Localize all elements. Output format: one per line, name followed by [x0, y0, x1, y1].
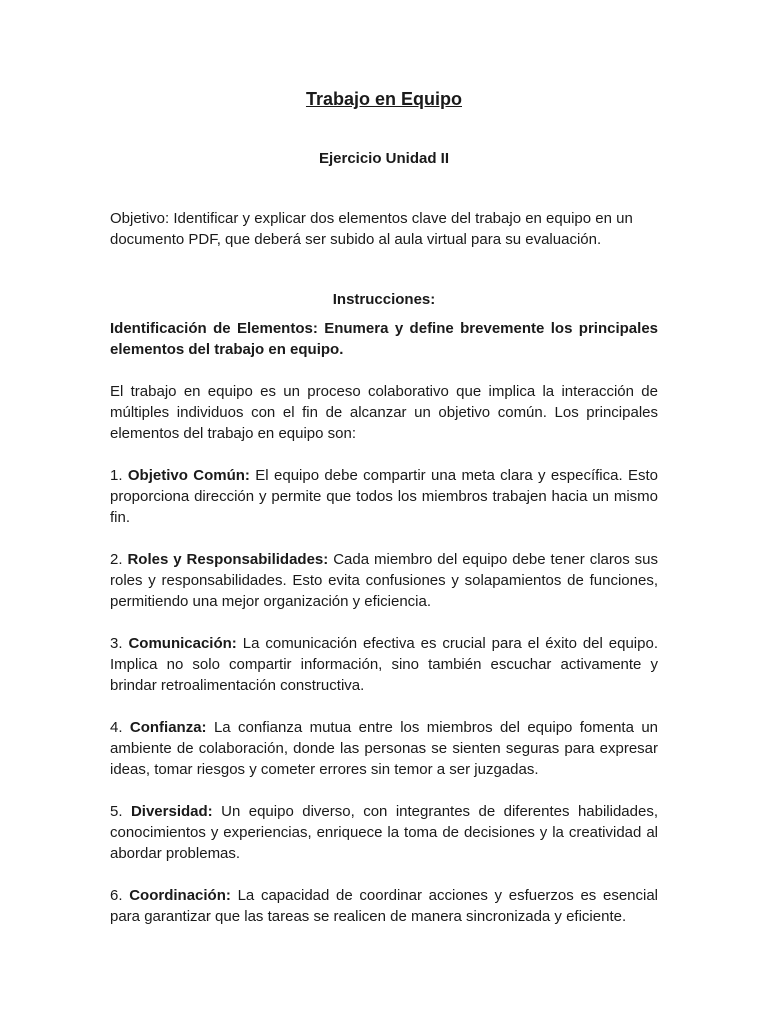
item-term: Coordinación:	[129, 887, 231, 904]
item-term: Diversidad:	[130, 803, 213, 820]
item-number: 2.	[110, 551, 123, 568]
instructions-heading: Instrucciones:	[332, 291, 436, 308]
question-paragraph: Identificación de Elementos: Enumera y define brevemente los principales elementos del trabajo en equipo.	[110, 320, 658, 358]
item-number: 5.	[110, 803, 123, 820]
element-item	[110, 549, 658, 612]
item-text: La confianza mutua entre los miembros del equipo fomenta un ambiente de colaboración, donde las personas se sienten seguras para expresar ideas, tomar riesgos y cometer errores sin temor a ser juzgadas.	[110, 719, 658, 778]
document-subtitle: Ejercicio Unidad II	[318, 150, 450, 167]
item-term: Roles y Responsabilidades:	[127, 551, 329, 568]
item-text: Cada miembro del equipo debe tener claros sus roles y responsabilidades. Esto evita confusiones y solapamientos de funciones, permitiendo una mejor organización y eficiencia.	[110, 551, 658, 610]
item-number: 3.	[110, 635, 123, 652]
element-item	[110, 465, 658, 528]
item-text: La comunicación efectiva es crucial para el éxito del equipo. Implica no solo compartir información, sino también escuchar activamente y brindar retroalimentación constructiva.	[110, 635, 658, 694]
item-term: Confianza:	[129, 719, 207, 736]
item-number: 6.	[110, 887, 123, 904]
element-item	[110, 801, 658, 864]
element-item	[110, 717, 658, 780]
document-title: Trabajo en Equipo	[305, 89, 462, 109]
element-item	[110, 885, 658, 927]
item-text: La capacidad de coordinar acciones y esfuerzos es esencial para garantizar que las tareas se realicen de manera sincronizada y eficiente.	[110, 887, 659, 925]
item-term: Comunicación:	[128, 635, 237, 652]
element-item	[110, 633, 658, 696]
item-number: 1.	[110, 467, 123, 484]
item-number: 4.	[110, 719, 123, 736]
item-term: Objetivo Común:	[127, 467, 250, 484]
item-text: El equipo debe compartir una meta clara y específica. Esto proporciona dirección y permite que todos los miembros trabajen hacia un mismo fin.	[110, 467, 658, 526]
item-text: Un equipo diverso, con integrantes de diferentes habilidades, conocimientos y experiencias, enriquece la toma de decisiones y la creatividad al abordar problemas.	[110, 803, 659, 862]
intro-paragraph: El trabajo en equipo es un proceso colaborativo que implica la interacción de múltiples individuos con el fin de alcanzar un objetivo común. Los principales elementos del trabajo en equipo son:	[110, 383, 658, 442]
objective-paragraph: Objetivo: Identificar y explicar dos elementos clave del trabajo en equipo en un documento PDF, que deberá ser subido al aula virtual para su evaluación.	[110, 210, 633, 248]
